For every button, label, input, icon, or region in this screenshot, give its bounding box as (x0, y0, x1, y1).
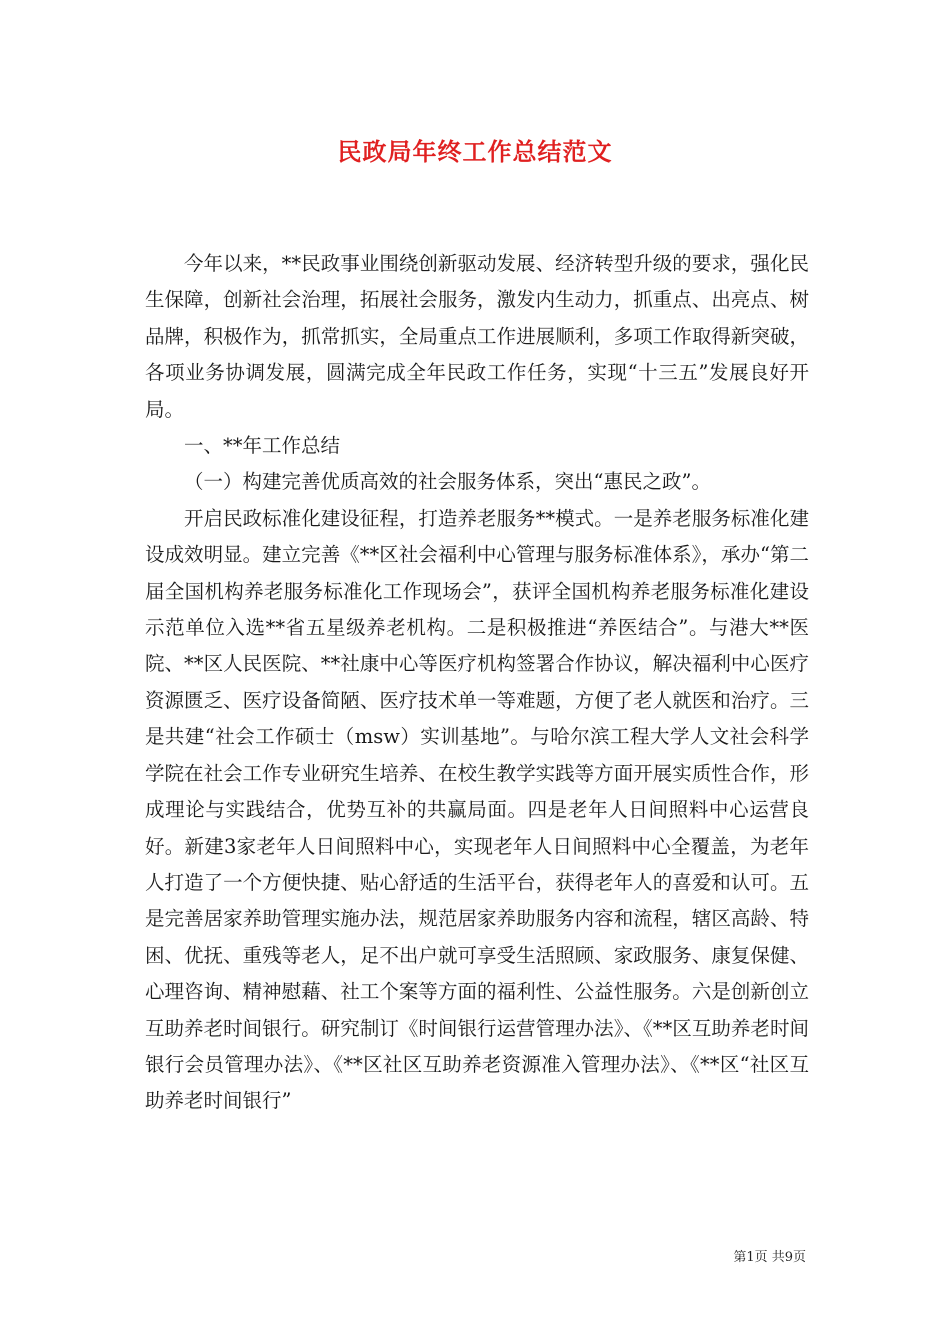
document-body (145, 246, 809, 1120)
paragraph-intro: 今年以来，**民政事业围绕创新驱动发展、经济转型升级的要求，强化民生保障，创新社会治理，拓展社会服务，激发内生动力，抓重点、出亮点、树品牌，积极作为，抓常抓实，全局重点工作进展顺利，多项工作取得新突破，各项业务协调发展，圆满完成全年民政工作任务，实现“十三五”发展良好开局。 (145, 252, 809, 421)
paragraph-standardization: 开启民政标准化建设征程，打造养老服务**模式。一是养老服务标准化建设成效明显。建立完善《**区社会福利中心管理与服务标准体系》，承办“第二届全国机构养老服务标准化工作现场会”，获评全国机构养老服务标准化建设示范单位入选**省五星级养老机构。二是积极推进“养医结合”。与港大**医院、**区人民医院、**社康中心等医疗机构签署合作协议，解决福利中心医疗资源匮乏、医疗设备简陋、医疗技术单一等难题，方便了老人就医和治疗。三是共建“社会工作硕士（msw）实训基地”。与哈尔滨工程大学人文社会科学学院在社会工作专业研究生培养、在校生教学实践等方面开展实质性合作，形成理论与实践结合，优势互补的共赢局面。四是老年人日间照料中心运营良好。新建3家老年人日间照料中心，实现老年人日间照料中心全覆盖，为老年人打造了一个方便快捷、贴心舒适的生活平台，获得老年人的喜爱和认可。五是完善居家养助管理实施办法，规范居家养助服务内容和流程，辖区高龄、特困、优抚、重残等老人，足不出户就可享受生活照顾、家政服务、康复保健、心理咨询、精神慰藉、社工个案等方面的福利性、公益性服务。六是创新创立互助养老时间银行。研究制订《时间银行运营管理办法》、《**区互助养老时间银行会员管理办法》、《**区社区互助养老资源准入管理办法》、《**区“社区互助养老时间银行” (145, 506, 809, 1113)
document-title: 民政局年终工作总结范文 (337, 137, 613, 166)
section-heading: 一、**年工作总结 (184, 434, 341, 458)
subsection-heading: （一）构建完善优质高效的社会服务体系，突出“惠民之政”。 (184, 470, 711, 494)
page-number-footer: 第1页 共9页 (733, 1250, 806, 1265)
